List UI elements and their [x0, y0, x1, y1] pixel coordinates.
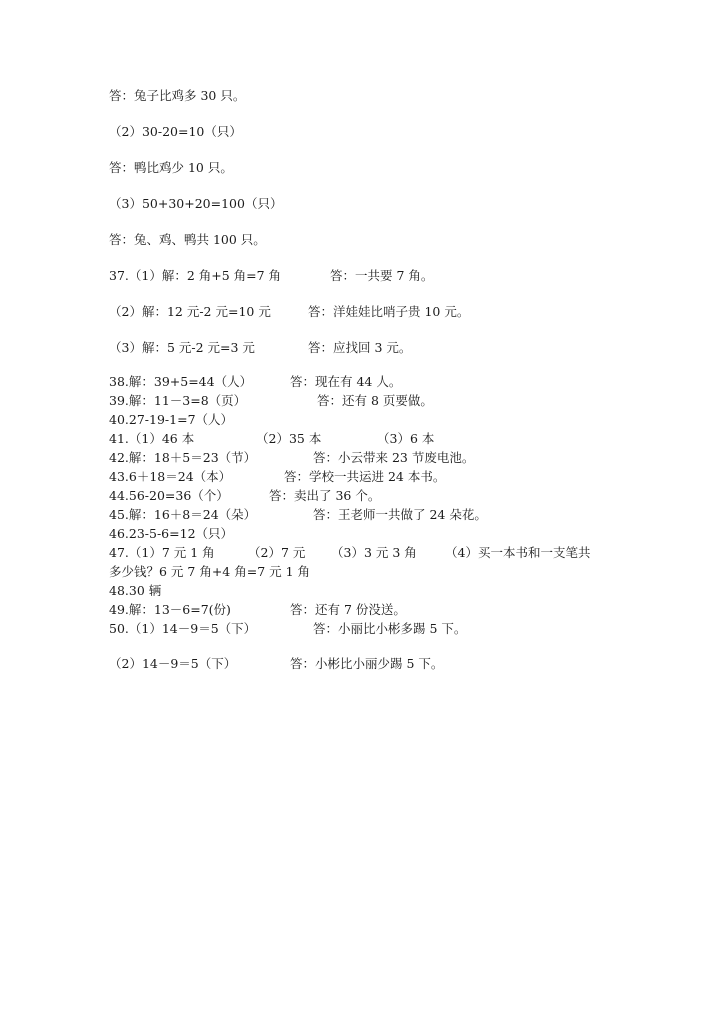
line-5-answer: 答：兔、鸡、鸭共 100 只。 [109, 232, 266, 247]
q45-answer: 答：王老师一共做了 24 朵花。 [313, 507, 487, 522]
q50-part2-solution: （2）14－9＝5（下） [109, 656, 237, 671]
q47-continued: 多少钱？6 元 7 角+4 角=7 元 1 角 [109, 564, 311, 579]
q49-answer: 答：还有 7 份没送。 [290, 602, 406, 617]
q43-answer: 答：学校一共运进 24 本书。 [284, 469, 446, 484]
line-3-answer: 答：鸭比鸡少 10 只。 [109, 160, 233, 175]
line-2-calc: （2）30-20=10（只） [109, 124, 242, 139]
q42-answer: 答：小云带来 23 节废电池。 [313, 450, 475, 465]
q47-part1: 47.（1）7 元 1 角 [109, 545, 215, 560]
q46-solution: 46.23-5-6=12（只） [109, 526, 234, 541]
q41-part1: 41.（1）46 本 [109, 431, 195, 446]
q39-solution: 39.解：11－3=8（页） [109, 393, 247, 408]
q40-solution: 40.27-19-1=7（人） [109, 412, 234, 427]
q50-part2-answer: 答：小彬比小丽少踢 5 下。 [290, 656, 444, 671]
q44-answer: 答：卖出了 36 个。 [269, 488, 381, 503]
q38-solution: 38.解：39+5=44（人） [109, 374, 253, 389]
q47-part3: （3）3 元 3 角 [331, 545, 417, 560]
q47-part2: （2）7 元 [248, 545, 306, 560]
q50-solution: 50.（1）14－9＝5（下） [109, 621, 257, 636]
line-4-calc: （3）50+30+20=100（只） [109, 196, 283, 211]
q39-answer: 答：还有 8 页要做。 [317, 393, 433, 408]
q48-answer: 48.30 辆 [109, 583, 162, 598]
q37-answer: 答：一共要 7 角。 [330, 268, 434, 283]
q42-solution: 42.解：18＋5＝23（节） [109, 450, 257, 465]
q37-part2-answer: 答：洋娃娃比哨子贵 10 元。 [308, 304, 470, 319]
q44-solution: 44.56-20=36（个） [109, 488, 229, 503]
q47-part4: （4）买一本书和一支笔共 [445, 545, 591, 560]
q41-part2: （2）35 本 [256, 431, 322, 446]
q37-part3-answer: 答：应找回 3 元。 [308, 340, 412, 355]
q41-part3: （3）6 本 [377, 431, 435, 446]
q37-part3-solution: （3）解：5 元-2 元=3 元 [109, 340, 255, 355]
q50-answer: 答：小丽比小彬多踢 5 下。 [313, 621, 467, 636]
q37-part2-solution: （2）解：12 元-2 元=10 元 [109, 304, 271, 319]
q38-answer: 答：现在有 44 人。 [290, 374, 402, 389]
q37-solution: 37.（1）解：2 角+5 角=7 角 [109, 268, 282, 283]
q43-solution: 43.6＋18＝24（本） [109, 469, 232, 484]
q45-solution: 45.解：16＋8＝24（朵） [109, 507, 257, 522]
q49-solution: 49.解：13－6=7(份) [109, 602, 231, 617]
line-1-answer: 答：兔子比鸡多 30 只。 [109, 88, 246, 103]
